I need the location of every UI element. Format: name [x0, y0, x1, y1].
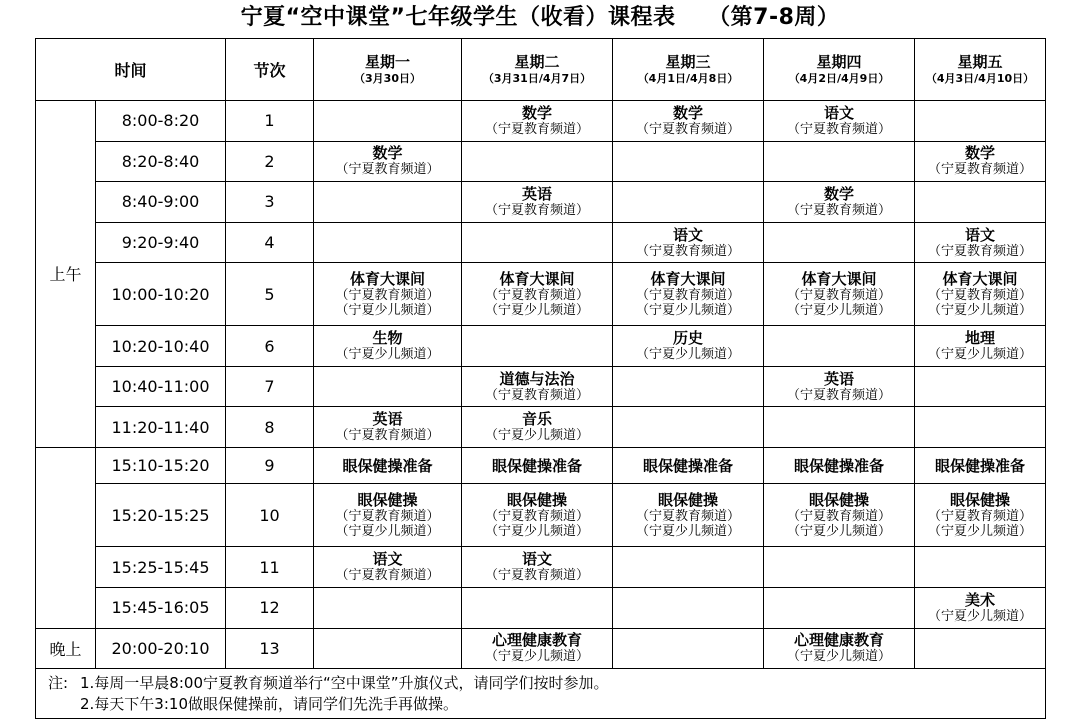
- note-text: 2.每天下午3:10做眼保健操前，请同学们先洗手再做操。: [80, 694, 458, 713]
- class-cell: [764, 447, 915, 484]
- table-row: [36, 182, 1046, 223]
- table-row: [36, 326, 1046, 367]
- channel-label: （宁夏少儿频道）: [636, 523, 741, 539]
- channel-label: （宁夏教育频道）: [485, 508, 590, 524]
- period-number-cell: 3: [226, 182, 314, 223]
- day-dates: （3月30日）: [354, 71, 421, 85]
- day-header: [462, 39, 613, 101]
- table-row: [36, 141, 1046, 182]
- channel-label: （宁夏少儿频道）: [485, 649, 590, 665]
- channel-label: （宁夏教育频道）: [636, 508, 741, 524]
- subject-label: 语文: [673, 225, 704, 244]
- class-cell: [462, 407, 613, 448]
- channel-label: （宁夏少儿频道）: [928, 523, 1033, 539]
- time-cell: 15:10-15:20: [96, 447, 226, 484]
- subject-label: 音乐: [522, 410, 553, 429]
- class-cell: [462, 326, 613, 367]
- subject-label: 语文: [372, 550, 403, 569]
- class-cell: [764, 141, 915, 182]
- class-cell: [314, 547, 462, 588]
- channel-label: （宁夏少儿频道）: [636, 302, 741, 318]
- class-cell: [462, 222, 613, 263]
- subject-label: 数学: [673, 103, 704, 122]
- subject-label: 体育大课间: [350, 269, 426, 288]
- notes-label: 注:: [47, 673, 69, 692]
- subject-label: 历史: [673, 329, 704, 347]
- channel-label: （宁夏教育频道）: [787, 121, 892, 137]
- channel-label: （宁夏少儿频道）: [787, 302, 892, 318]
- class-cell: [764, 263, 915, 326]
- channel-label: （宁夏少儿频道）: [485, 302, 590, 318]
- channel-label: （宁夏教育频道）: [485, 121, 590, 137]
- class-cell: [462, 484, 613, 547]
- period-number-cell: 4: [226, 222, 314, 263]
- channel-label: （宁夏少儿频道）: [928, 608, 1033, 624]
- day-dates: （4月2日/4月9日）: [788, 71, 890, 85]
- channel-label: （宁夏教育频道）: [787, 387, 892, 403]
- day-header: [314, 39, 462, 101]
- class-cell: [915, 141, 1046, 182]
- period-number-cell: 12: [226, 587, 314, 628]
- day-name: 星期五: [957, 52, 1003, 71]
- table-row: [36, 222, 1046, 263]
- subject-label: 数学: [824, 184, 855, 203]
- class-cell: [314, 326, 462, 367]
- class-cell: [915, 587, 1046, 628]
- channel-label: （宁夏教育频道）: [335, 428, 440, 444]
- channel-label: （宁夏教育频道）: [787, 202, 892, 218]
- class-cell: [314, 101, 462, 142]
- period-number-cell: 13: [226, 628, 314, 669]
- subject-label: 体育大课间: [499, 269, 575, 288]
- class-cell: [613, 326, 764, 367]
- period-number-cell: 9: [226, 447, 314, 484]
- day-header: [613, 39, 764, 101]
- time-cell: 10:20-10:40: [96, 326, 226, 367]
- channel-label: （宁夏教育频道）: [787, 287, 892, 303]
- class-cell: [764, 222, 915, 263]
- subject-label: 道德与法治: [499, 369, 575, 388]
- class-cell: [613, 222, 764, 263]
- subject-label: 眼保健操准备: [643, 457, 734, 476]
- subject-label: 英语: [522, 184, 553, 203]
- class-cell: [462, 628, 613, 669]
- channel-label: （宁夏教育频道）: [485, 287, 590, 303]
- table-row: [36, 101, 1046, 142]
- subject-label: 体育大课间: [801, 269, 877, 288]
- channel-label: （宁夏少儿频道）: [335, 302, 440, 318]
- subject-label: 体育大课间: [650, 269, 726, 288]
- subject-label: 眼保健操: [507, 490, 568, 509]
- channel-label: （宁夏少儿频道）: [928, 302, 1033, 318]
- channel-label: （宁夏少儿频道）: [636, 347, 741, 362]
- class-cell: [613, 484, 764, 547]
- class-cell: [314, 484, 462, 547]
- time-cell: 8:00-8:20: [96, 101, 226, 142]
- period-number-cell: 6: [226, 326, 314, 367]
- subject-label: 眼保健操: [357, 490, 418, 509]
- class-cell: [314, 182, 462, 223]
- table-row: [36, 263, 1046, 326]
- class-cell: [613, 101, 764, 142]
- class-cell: [314, 447, 462, 484]
- class-cell: [764, 326, 915, 367]
- class-cell: [613, 547, 764, 588]
- class-cell: [462, 101, 613, 142]
- class-cell: [764, 547, 915, 588]
- channel-label: （宁夏少儿频道）: [485, 428, 590, 444]
- subject-label: 语文: [522, 550, 553, 569]
- class-cell: [462, 182, 613, 223]
- subject-label: 眼保健操准备: [342, 457, 433, 476]
- day-header: [915, 39, 1046, 101]
- header-row: [36, 39, 1046, 101]
- time-cell: 10:40-11:00: [96, 366, 226, 407]
- day-name: 星期二: [514, 52, 560, 71]
- class-cell: [314, 587, 462, 628]
- period-number-cell: 7: [226, 366, 314, 407]
- channel-label: （宁夏教育频道）: [335, 287, 440, 303]
- class-cell: [915, 222, 1046, 263]
- note-line: [36, 673, 1045, 694]
- class-cell: [613, 447, 764, 484]
- class-cell: [613, 366, 764, 407]
- subject-label: 语文: [965, 225, 996, 244]
- class-cell: [613, 628, 764, 669]
- channel-label: （宁夏教育频道）: [636, 243, 741, 259]
- table-row: [36, 547, 1046, 588]
- period-cell: [36, 447, 96, 628]
- channel-label: （宁夏教育频道）: [787, 508, 892, 524]
- table-row: [36, 407, 1046, 448]
- class-cell: [915, 407, 1046, 448]
- period-number-cell: 2: [226, 141, 314, 182]
- class-cell: [764, 484, 915, 547]
- table-row: [36, 628, 1046, 669]
- class-cell: [915, 182, 1046, 223]
- class-cell: [915, 484, 1046, 547]
- notes-row: [36, 669, 1046, 719]
- class-cell: [462, 587, 613, 628]
- note-text: 1.每周一早晨8:00宁夏教育频道举行“空中课堂”升旗仪式，请同学们按时参加。: [80, 673, 609, 692]
- subject-label: 眼保健操: [658, 490, 719, 509]
- subject-label: 语文: [824, 103, 855, 122]
- class-cell: [915, 628, 1046, 669]
- time-cell: 15:20-15:25: [96, 484, 226, 547]
- class-cell: [314, 366, 462, 407]
- class-cell: [314, 628, 462, 669]
- class-cell: [915, 366, 1046, 407]
- class-cell: [613, 141, 764, 182]
- day-dates: （4月1日/4月8日）: [637, 71, 739, 85]
- channel-label: （宁夏少儿频道）: [928, 347, 1033, 362]
- table-row: [36, 366, 1046, 407]
- class-cell: [613, 407, 764, 448]
- channel-label: （宁夏少儿频道）: [787, 523, 892, 539]
- class-cell: [764, 587, 915, 628]
- class-cell: [915, 447, 1046, 484]
- day-dates: （4月3日/4月10日）: [925, 71, 1035, 85]
- channel-label: （宁夏少儿频道）: [787, 649, 892, 665]
- channel-label: （宁夏少儿频道）: [335, 523, 440, 539]
- subject-label: 眼保健操准备: [935, 457, 1026, 476]
- time-cell: 20:00-20:10: [96, 628, 226, 669]
- period-number-cell: 8: [226, 407, 314, 448]
- day-dates: （3月31日/4月7日）: [482, 71, 592, 85]
- time-cell: 11:20-11:40: [96, 407, 226, 448]
- page-title: 宁夏“空中课堂”七年级学生（收看）课程表 （第7-8周）: [240, 5, 840, 30]
- class-cell: [764, 628, 915, 669]
- note-line: [36, 694, 1045, 715]
- class-cell: [764, 366, 915, 407]
- subject-label: 英语: [824, 369, 855, 388]
- class-cell: [915, 547, 1046, 588]
- class-cell: [462, 547, 613, 588]
- class-cell: [314, 141, 462, 182]
- channel-label: （宁夏教育频道）: [335, 568, 440, 584]
- channel-label: （宁夏教育频道）: [335, 508, 440, 524]
- subject-label: 英语: [372, 410, 403, 429]
- class-cell: [462, 366, 613, 407]
- channel-label: （宁夏教育频道）: [335, 162, 440, 178]
- channel-label: （宁夏教育频道）: [485, 202, 590, 218]
- class-cell: [764, 407, 915, 448]
- class-cell: [915, 326, 1046, 367]
- class-cell: [915, 101, 1046, 142]
- subject-label: 心理健康教育: [492, 631, 583, 650]
- channel-label: （宁夏少儿频道）: [335, 347, 440, 362]
- class-cell: [314, 222, 462, 263]
- time-cell: 8:40-9:00: [96, 182, 226, 223]
- class-cell: [613, 587, 764, 628]
- day-name: 星期三: [665, 52, 711, 71]
- channel-label: （宁夏教育频道）: [928, 508, 1033, 524]
- channel-label: （宁夏教育频道）: [928, 162, 1033, 178]
- period-number-cell: 5: [226, 263, 314, 326]
- class-cell: [462, 141, 613, 182]
- class-cell: [462, 263, 613, 326]
- period-number-cell: 10: [226, 484, 314, 547]
- channel-label: （宁夏少儿频道）: [485, 523, 590, 539]
- subject-label: 数学: [372, 144, 403, 163]
- subject-label: 数学: [522, 103, 553, 122]
- channel-label: （宁夏教育频道）: [928, 243, 1033, 259]
- subject-label: 眼保健操: [809, 490, 870, 509]
- time-cell: 9:20-9:40: [96, 222, 226, 263]
- channel-label: （宁夏教育频道）: [485, 387, 590, 403]
- table-row: [36, 587, 1046, 628]
- subject-label: 心理健康教育: [794, 631, 885, 650]
- subject-label: 地理: [965, 329, 996, 347]
- class-cell: [314, 407, 462, 448]
- class-cell: [915, 263, 1046, 326]
- day-header: [764, 39, 915, 101]
- channel-label: （宁夏教育频道）: [636, 287, 741, 303]
- table-row: [36, 447, 1046, 484]
- subject-label: 数学: [965, 144, 996, 163]
- class-cell: [764, 182, 915, 223]
- day-name: 星期四: [816, 52, 862, 71]
- channel-label: （宁夏教育频道）: [928, 287, 1033, 303]
- subject-label: 体育大课间: [942, 269, 1018, 288]
- table-row: [36, 484, 1046, 547]
- subject-label: 眼保健操: [950, 490, 1011, 509]
- period-cell: 上午: [36, 101, 96, 448]
- time-cell: 15:45-16:05: [96, 587, 226, 628]
- schedule-table: [35, 38, 1046, 719]
- time-cell: 15:25-15:45: [96, 547, 226, 588]
- time-header: 时间: [36, 39, 226, 101]
- time-cell: 10:00-10:20: [96, 263, 226, 326]
- class-cell: [462, 447, 613, 484]
- schedule-body: [36, 101, 1046, 719]
- time-cell: 8:20-8:40: [96, 141, 226, 182]
- channel-label: （宁夏教育频道）: [485, 568, 590, 584]
- class-cell: [764, 101, 915, 142]
- class-cell: [613, 263, 764, 326]
- subject-label: 眼保健操准备: [492, 457, 583, 476]
- period-number-cell: 1: [226, 101, 314, 142]
- subject-label: 生物: [372, 329, 403, 347]
- class-cell: [613, 182, 764, 223]
- notes-label: [36, 694, 80, 715]
- subject-label: 眼保健操准备: [794, 457, 885, 476]
- channel-label: （宁夏教育频道）: [636, 121, 741, 137]
- period-number-cell: 11: [226, 547, 314, 588]
- subject-label: 美术: [965, 590, 996, 609]
- class-cell: [314, 263, 462, 326]
- period-cell: 晚上: [36, 628, 96, 669]
- day-name: 星期一: [365, 52, 411, 71]
- notes-cell: [36, 669, 1046, 719]
- period-number-header: 节次: [226, 39, 314, 101]
